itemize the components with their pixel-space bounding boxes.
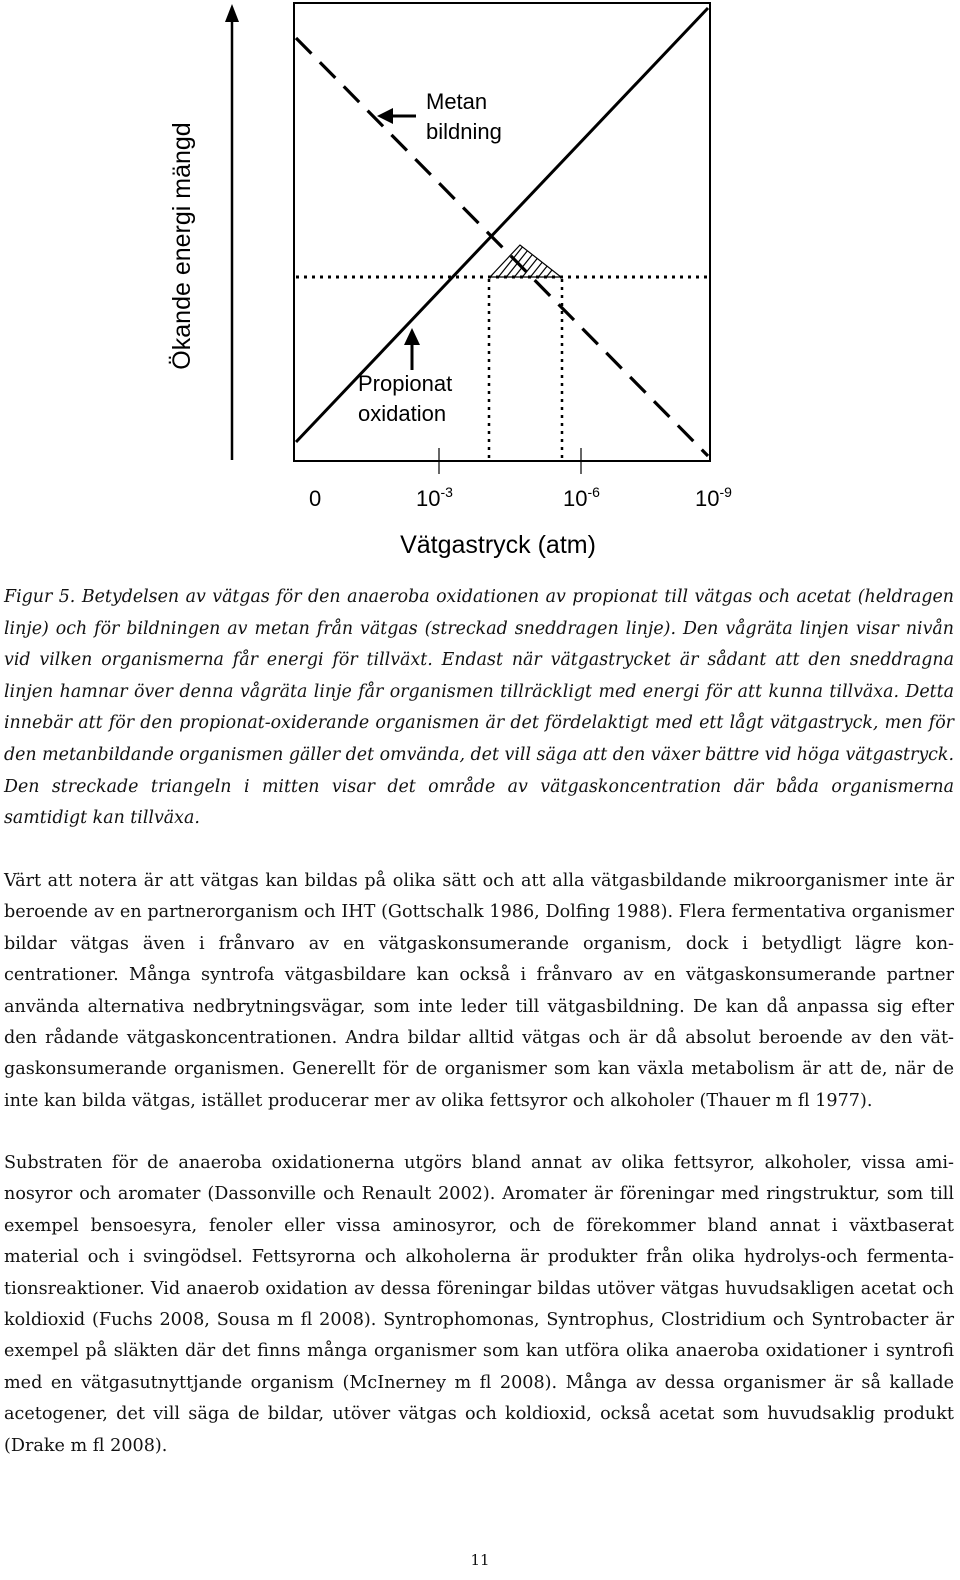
figure [0, 0, 960, 575]
propionat-label-line2: oxidation [358, 401, 447, 426]
caption-label: Figur 5. [4, 587, 76, 607]
metan-label-line1: Metan [426, 89, 488, 114]
body-paragraph-1: Värt att notera är att vätgas kan bildas på olika sätt och att alla vätgasbildande mikroorganismer inte är beroende av en partnerorganism och IHT (Gottschalk 1986, Dolfing 1988). Flera fermentativa organismer bildar vätgas även i frånvaro av en vätgaskonsumerande organism, dock i betydligt lägre koncentrationer. Många syntrofa vätgasbildare kan också i frånvaro av en vätgaskonsumerande partner använda alternativa nedbrytningsvägar, som inte leder till vätgasbildning. De kan då anpassa sig efter den rådande vätgaskoncentrationen. Andra bildar alltid vätgas och är då absolut beroende av den vätgaskonsumerande organismen. Generellt för de organismer som kan växla metabolism är att de, när de inte kan bilda vätgas, istället producerar mer av olika fettsyror och alkoholer (Thauer m fl 1977). [4, 871, 954, 1111]
x-tick-label-1: $10^{-3}$ [416, 484, 453, 511]
caption-text: Betydelsen av vätgas för den anaeroba oxidationen av propionat till vätgas och acetat (heldragen linje) och för bildningen av metan från vätgas (streckad sneddragen linje). Den vågräta linjen visar nivån vid vilken organismerna får energi för tillväxt. Endast när vätgastrycket är sådant att den sneddragna linjen hamnar över denna vågräta linje får organismen tillräckligt med energi för att kunna tillväxa. Detta innebär att för den propionat-oxiderande organismen är det fördelaktigt med ett lågt vätgastryck, men för den metanbildande organismen gäller det omvända, det vill säga att den växer bättre vid höga vätgastryck. Den streckade triangeln i mitten visar det område av vätgaskoncentration där båda organismerna samtidigt kan tillväxa. [4, 587, 954, 829]
body-paragraph-2: Substraten för de anaeroba oxidationerna utgörs bland annat av olika fettsyror, alkoholer, vissa aminosyror och aromater (Dassonville och Renault 2002). Aromater är föreningar med ringstruktur, som till exempel bensoesyra, fenoler eller vissa aminosyror, och de förekommer bland annat i växtbaserat material och i svingödsel. Fettsyrorna och alkoholerna är produkter från olika hydrolys-och fermentationsreaktioner. Vid anaerob oxidation av dessa föreningar bildas utöver vätgas huvudsakligen acetat och koldioxid (Fuchs 2008, Sousa m fl 2008). Syntrophomonas, Syntrophus, Clostridium och Syntrobacter är exempel på släkten där det finns många organismer som kan utföra olika anaeroba oxidationer i syntrofi med en vätgasutnyttjande organism (McInerney m fl 2008). Många av dessa organismer är så kallade acetogener, det vill säga de bildar, utöver vätgas och koldioxid, också acetat som huvudsaklig produkt (Drake m fl 2008). [4, 1153, 954, 1456]
propionat-arrowhead [404, 328, 420, 345]
y-axis-arrowhead [225, 4, 239, 22]
metan-label-line2: bildning [426, 119, 502, 144]
x-tick-label-0: 0 [309, 486, 322, 511]
y-axis-label: Ökande energi mängd [168, 122, 196, 370]
figure-caption [4, 582, 954, 835]
x-axis-label: Vätgastryck (atm) [400, 531, 596, 559]
x-tick-label-3: $10^{-9}$ [695, 484, 732, 511]
propionat-label-line1: Propionat [358, 371, 453, 396]
x-tick-label-2: $10^{-6}$ [563, 484, 600, 511]
overlap-triangle [480, 240, 576, 290]
page-number: 11 [470, 1551, 490, 1569]
